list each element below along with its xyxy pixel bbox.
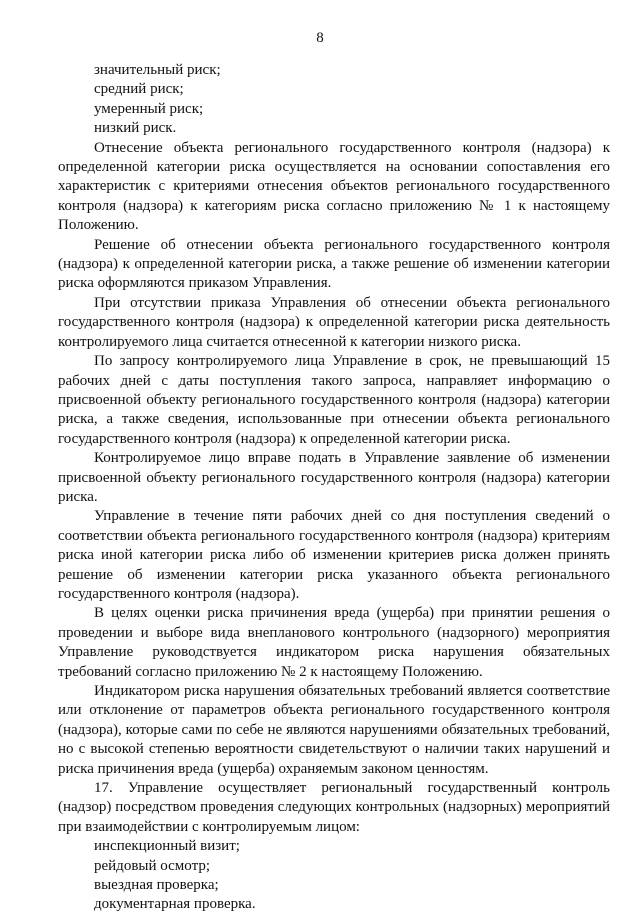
list-item-risk-moderate: умеренный риск; xyxy=(94,100,204,117)
paragraph-section-17: 17. Управление осуществляет региональный государственный контроль (надзор) посредством проведения следующих контрольных (надзорных) мероприятий при взаимодействии с контролируемым лицом: xyxy=(58,780,610,835)
list-item-onsite-check: выездная проверка; xyxy=(94,877,219,894)
paragraph-risk-indicator-definition: Индикатором риска нарушения обязательных требований является соответствие или отклонение от параметров объекта регионального государственного контроля (надзора), которые сами по себе не являются нарушениями обязательных требований, но с высокой степенью вероятности свидетельствуют о наличии таких нарушений и риска причинения вреда (ущерба) охраняемым законом ценностям. xyxy=(58,683,610,777)
paragraph-risk-assignment-basis: Отнесение объекта регионального государственного контроля (надзора) к определенной категории риска осуществляется на основании сопоставления его характеристик с критериями отнесения объектов регионального государственного контроля (надзора) к категориям риска согласно приложению № 1 к настоящему Положению. xyxy=(58,139,610,234)
list-item-raid-inspection: рейдовый осмотр; xyxy=(94,857,210,874)
list-item-risk-low: низкий риск. xyxy=(94,120,177,137)
page-number: 8 xyxy=(316,30,324,46)
list-item-inspection-visit: инспекционный визит; xyxy=(94,838,240,855)
paragraph-risk-decision-order: Решение об отнесении объекта регионального государственного контроля (надзора) к определенной категории риска, а также решение об изменении категории риска оформляются приказом Управления. xyxy=(58,236,610,292)
paragraph-change-decision: Управление в течение пяти рабочих дней со дня поступления сведений о соответствии объекта регионального государственного контроля (надзора) критериям риска иной категории риска либо об изменении критериев риска должен принять решение об изменении категории риска указанного объекта регионального государственного контроля (надзора). xyxy=(58,508,610,602)
document-body xyxy=(58,61,610,915)
list-item-risk-significant: значительный риск; xyxy=(94,62,221,78)
paragraph-request-info: По запросу контролируемого лица Управление в срок, не превышающий 15 рабочих дней с даты поступления такого запроса, направляет информацию о присвоенной объекту регионального государственного контроля (надзора) категории риска, а также сведения, использованные при отнесении объекта регионального государственного контроля (надзора) к определенной категории риска. xyxy=(58,353,610,447)
list-item-risk-medium: средний риск; xyxy=(94,81,184,98)
paragraph-risk-indicator-use: В целях оценки риска причинения вреда (ущерба) при принятии решения о проведении и выборе вида внепланового контрольного (надзорного) мероприятия Управление руководствуется индикатором риска нарушения обязательных требований согласно приложению № 2 к настоящему Положению. xyxy=(58,605,610,680)
paragraph-change-application: Контролируемое лицо вправе подать в Управление заявление об изменении присвоенной объекту регионального государственного контроля (надзора) категории риска. xyxy=(58,450,610,505)
list-item-documentary-check: документарная проверка. xyxy=(94,896,256,913)
paragraph-default-low-risk: При отсутствии приказа Управления об отнесении объекта регионального государственного контроля (надзора) к определенной категории риска деятельность контролируемого лица считается отнесенной к категории низкого риска. xyxy=(58,294,610,350)
